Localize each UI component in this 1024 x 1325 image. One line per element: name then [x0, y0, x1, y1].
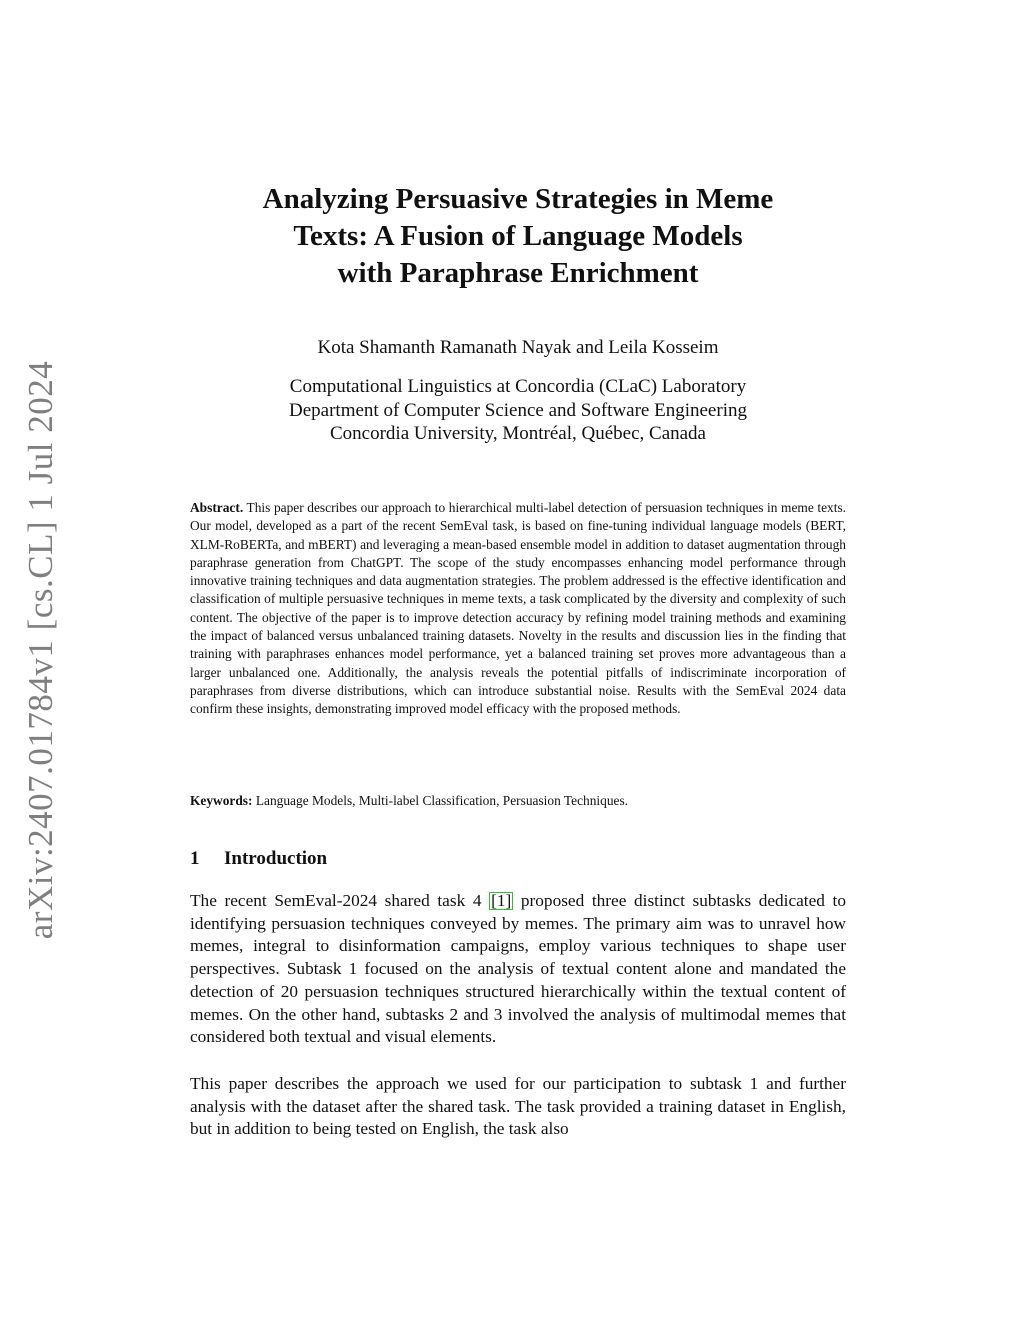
title-line: with Paraphrase Enrichment [337, 257, 699, 289]
intro-paragraph-2: This paper describes the approach we used for our participation to subtask 1 and further analysis with the dataset after the shared task. The task provided a training dataset in English, but in addition to being tested on English, the task also [190, 1074, 846, 1139]
section-number: 1 [190, 848, 200, 869]
paragraph-text: The recent SemEval-2024 shared task 4 [190, 891, 490, 910]
abstract [190, 499, 846, 719]
affiliation-line: Concordia University, Montréal, Québec, Canada [329, 423, 706, 444]
keywords-label: Keywords: [190, 793, 253, 808]
abstract-text: This paper describes our approach to hierarchical multi-label detection of persuasion techniques in meme texts. Our model, developed as a part of the recent SemEval task, is based on fine-tuning individual language models (BERT, XLM-RoBERTa, and mBERT) and leveraging a mean-based ensemble model in addition to dataset augmentation through paraphrase generation from ChatGPT. The scope of the study encompasses enhancing model performance through innovative training techniques and data augmentation strategies. The problem addressed is the effective identification and classification of multiple persuasive techniques in meme texts, a task complicated by the diversity and complexity of such content. The objective of the paper is to improve detection accuracy by refining model training methods and examining the impact of balanced versus unbalanced training datasets. Novelty in the results and discussion lies in the finding that training with paraphrases enhances model performance, yet a balanced training set proves more advantageous than a larger unbalanced one. Additionally, the analysis reveals the potential pitfalls of indiscriminate incorporation of paraphrases from diverse distributions, which can introduce substantial noise. Results with the SemEval 2024 data confirm these insights, demonstrating improved model efficacy with the proposed methods. [190, 500, 847, 717]
citation-number: 1 [496, 891, 506, 910]
title-line: Texts: A Fusion of Language Models [293, 220, 743, 252]
affiliation-line: Department of Computer Science and Software Engineering [289, 399, 747, 421]
keywords-text: Language Models, Multi-label Classification, Persuasion Techniques. [255, 793, 629, 808]
section-heading-introduction [190, 847, 846, 871]
arxiv-id-text: arXiv:2407.01784v1 [cs.CL] 1 Jul 2024 [21, 360, 60, 940]
keywords [190, 792, 846, 810]
citation-link[interactable]: [1] [491, 891, 512, 910]
affiliation-line: Computational Linguistics at Concordia (CLaC) Laboratory [289, 376, 747, 397]
author-list: Kota Shamanth Ramanath Nayak and Leila Kosseim [317, 337, 719, 358]
title-line: Analyzing Persuasive Strategies in Meme [262, 183, 774, 215]
section-title: Introduction [224, 848, 328, 869]
intro-paragraph-1 [190, 890, 846, 1049]
paper-title [190, 181, 846, 292]
paragraph-text: proposed three distinct subtasks dedicated to identifying persuasion techniques conveyed by memes. The primary aim was to unravel how memes, integral to disinformation campaigns, employ various techniques to shape user perspectives. Subtask 1 focused on the analysis of textual content alone and mandated the detection of 20 persuasion techniques structured hierarchically within the textual content of memes. On the other hand, subtasks 2 and 3 involved the analysis of multimodal memes that considered both textual and visual elements. [190, 891, 846, 1047]
abstract-label: Abstract. [190, 500, 244, 515]
affiliation-block [190, 375, 846, 446]
